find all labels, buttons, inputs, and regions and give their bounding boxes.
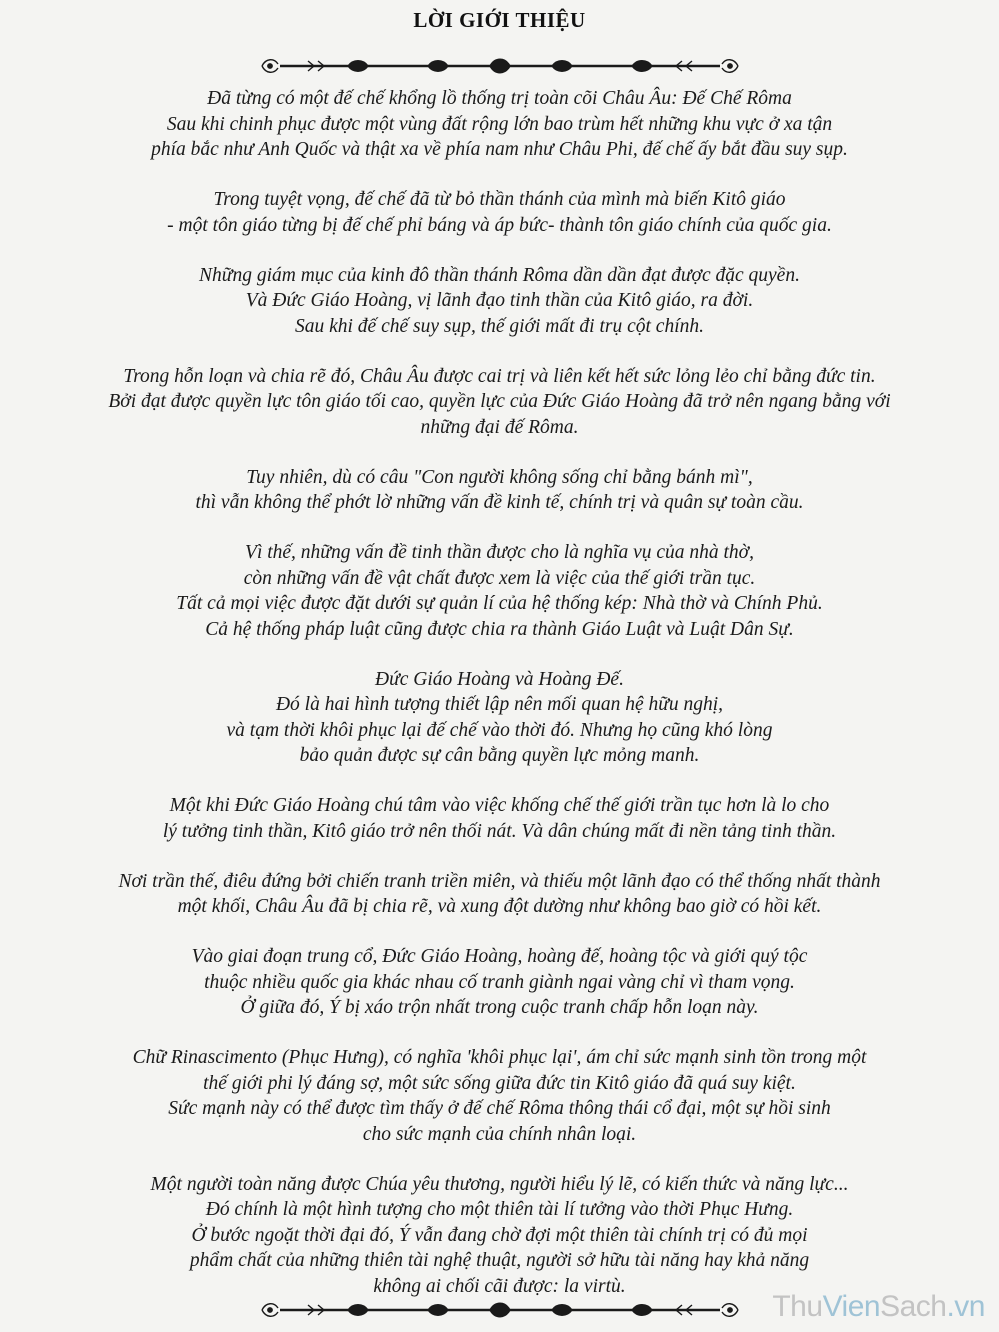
text-line: Đã từng có một đế chế khổng lồ thống trị toàn cõi Châu Âu: Đế Chế Rôma: [207, 88, 792, 109]
text-line: còn những vấn đề vật chất được xem là việc của thế giới trần tục.: [243, 567, 756, 589]
text-line: những đại đế Rôma.: [420, 416, 579, 438]
paragraph-1: [0, 86, 999, 163]
text-line: Sau khi chinh phục được một vùng đất rộng lớn bao trùm hết những khu vực ở xa tận: [166, 113, 833, 135]
paragraph-9: [0, 869, 999, 920]
text-line: và tạm thời khôi phục lại đế chế vào thời đó. Nhưng họ cũng khó lòng: [226, 719, 773, 741]
text-line: Chữ Rinascimento (Phục Hưng), có nghĩa 'khôi phục lại', ám chỉ sức mạnh sinh tồn trong một: [132, 1047, 867, 1068]
paragraph-3: [0, 263, 999, 340]
text-line: Một khi Đức Giáo Hoàng chú tâm vào việc khống chế thế giới trần tục hơn là lo cho: [169, 795, 830, 816]
text-line: Nơi trần thế, điêu đứng bởi chiến tranh triền miên, và thiếu một lãnh đạo có thể thống nhất thành: [118, 870, 881, 892]
text-line: lý tưởng tinh thần, Kitô giáo trở nên thối nát. Và dân chúng mất đi nền tảng tinh thần.: [162, 820, 837, 842]
text-line: một khối, Châu Âu đã bị chia rẽ, và xung đột dường như không bao giờ có hồi kết.: [177, 896, 822, 917]
text-line: Đó là hai hình tượng thiết lập nên mối quan hệ hữu nghị,: [275, 694, 724, 715]
text-line: thì vẫn không thể phớt lờ những vấn đề kinh tế, chính trị và quân sự toàn cầu.: [195, 492, 804, 513]
watermark-part: Thu: [772, 1290, 823, 1323]
watermark-part: .vn: [946, 1290, 985, 1323]
text-line: Đức Giáo Hoàng và Hoàng Đế.: [375, 668, 624, 690]
paragraph-8: [0, 793, 999, 844]
paragraph-5: [0, 465, 999, 516]
text-line: Ở giữa đó, Ý bị xáo trộn nhất trong cuộc tranh chấp hỗn loạn này.: [240, 997, 759, 1018]
paragraph-6: [0, 540, 999, 642]
text-line: Cả hệ thống pháp luật cũng được chia ra thành Giáo Luật và Luật Dân Sự.: [205, 618, 794, 640]
text-line: Những giám mục của kinh đô thần thánh Rôma dần dần đạt được đặc quyền.: [199, 264, 800, 286]
site-watermark: [772, 1290, 985, 1324]
text-line: - một tôn giáo từng bị đế chế phỉ báng và áp bức- thành tôn giáo chính của quốc gia.: [167, 214, 832, 236]
watermark-part: Sach: [880, 1290, 947, 1323]
text-line: phẩm chất của những thiên tài nghệ thuật, người sở hữu tài năng hay khả năng: [189, 1250, 810, 1271]
ornamental-divider-top-icon: [258, 56, 742, 76]
introduction-body: [0, 86, 999, 1324]
ornamental-divider-bottom-icon: [258, 1300, 742, 1320]
text-line: Một người toàn năng được Chúa yêu thương, người hiểu lý lẽ, có kiến thức và năng lực...: [150, 1173, 849, 1195]
paragraph-7: [0, 667, 999, 769]
text-line: Trong hỗn loạn và chia rẽ đó, Châu Âu được cai trị và liên kết hết sức lỏng lẻo chỉ bằng đức tin.: [123, 365, 876, 387]
paragraph-4: [0, 364, 999, 441]
text-line: Bởi đạt được quyền lực tôn giáo tối cao, quyền lực của Đức Giáo Hoàng đã trở nên ngang bằng với: [108, 391, 891, 412]
text-line: không ai chối cãi được: la virtù.: [373, 1275, 626, 1297]
text-line: Tất cả mọi việc được đặt dưới sự quản lí của hệ thống kép: Nhà thờ và Chính Phủ.: [176, 593, 823, 614]
text-line: thuộc nhiều quốc gia khác nhau cố tranh giành ngai vàng chỉ vì tham vọng.: [204, 971, 795, 993]
text-line: Vào giai đoạn trung cổ, Đức Giáo Hoàng, hoàng đế, hoàng tộc và giới quý tộc: [191, 946, 808, 967]
text-line: bảo quản được sự cân bằng quyền lực mỏng manh.: [299, 745, 700, 766]
text-line: thế giới phi lý đáng sợ, một sức sống giữa đức tin Kitô giáo đã quá suy kiệt.: [203, 1072, 796, 1094]
paragraph-2: [0, 187, 999, 238]
paragraph-12: [0, 1172, 999, 1300]
text-line: Ở bước ngoặt thời đại đó, Ý vẫn đang chờ đợi một thiên tài chính trị có đủ mọi: [191, 1224, 808, 1246]
text-line: Sau khi đế chế suy sụp, thế giới mất đi trụ cột chính.: [294, 315, 704, 337]
paragraph-11: [0, 1045, 999, 1147]
watermark-part: Vien: [822, 1290, 881, 1323]
text-line: Trong tuyệt vọng, đế chế đã từ bỏ thần thánh của mình mà biến Kitô giáo: [213, 189, 786, 210]
page-title: LỜI GIỚI THIỆU: [413, 8, 586, 32]
text-line: Đó chính là một hình tượng cho một thiên tài lí tưởng vào thời Phục Hưng.: [205, 1199, 794, 1220]
text-line: phía bắc như Anh Quốc và thật xa về phía nam như Châu Phi, đế chế ấy bắt đầu suy sụp.: [151, 139, 848, 160]
text-line: Sức mạnh này có thể được tìm thấy ở đế chế Rôma thông thái cổ đại, một sự hồi sinh: [168, 1098, 831, 1119]
text-line: Và Đức Giáo Hoàng, vị lãnh đạo tinh thần của Kitô giáo, ra đời.: [245, 290, 754, 311]
text-line: Vì thế, những vấn đề tinh thần được cho là nghĩa vụ của nhà thờ,: [245, 542, 754, 563]
text-line: Tuy nhiên, dù có câu "Con người không sống chỉ bằng bánh mì",: [246, 466, 753, 488]
paragraph-10: [0, 944, 999, 1021]
text-line: cho sức mạnh của chính nhân loại.: [362, 1123, 637, 1145]
